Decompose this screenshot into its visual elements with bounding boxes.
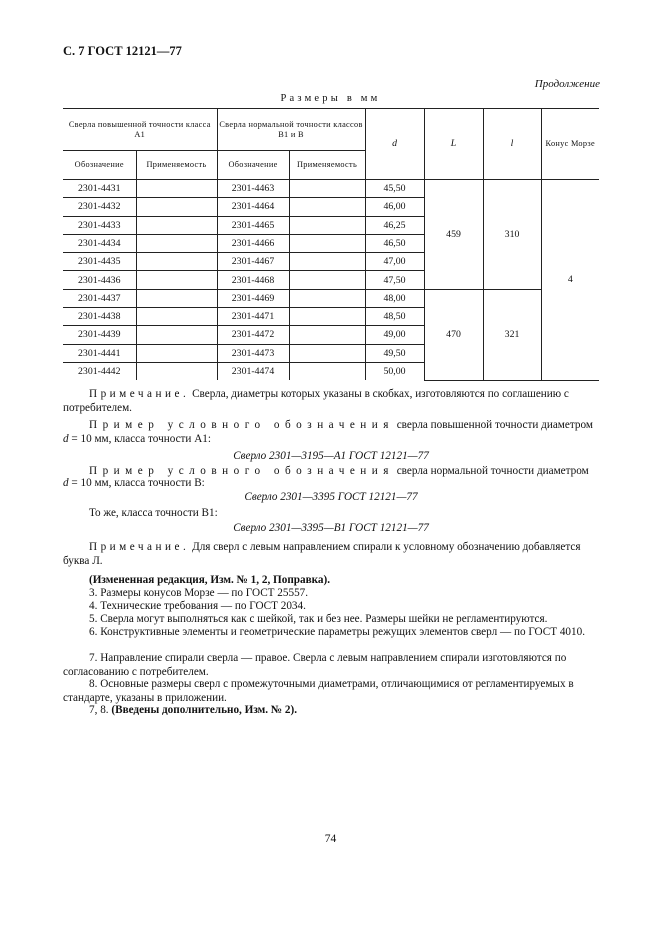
oboz-a1-cell: 2301-4433 [63, 216, 136, 234]
d-cell: 46,00 [365, 198, 424, 216]
oboz-a1-cell: 2301-4434 [63, 234, 136, 252]
prim-a1-cell [136, 271, 217, 289]
prim-b-cell [289, 253, 365, 271]
note-1: Примечание. Сверла, диаметры которых указаны в скобках, изготовляются по соглашению с потребителем. [63, 388, 569, 414]
oboz-a1-cell: 2301-4432 [63, 198, 136, 216]
prim-a1-cell [136, 362, 217, 380]
col-oboz-a1: Обозначение [63, 151, 136, 180]
oboz-b-cell: 2301-4474 [217, 362, 289, 380]
note-2: Примечание. Для сверл с левым направлением спирали к условному обозначению добавляется буква Л. [63, 541, 581, 567]
prim-b-cell [289, 362, 365, 380]
col-cone-header: Конус Морзе [541, 109, 599, 180]
prim-b-cell [289, 234, 365, 252]
prim-a1-cell [136, 289, 217, 307]
page-number: 74 [324, 833, 337, 845]
prim-b-cell [289, 198, 365, 216]
col-prim-b: Применяемость [289, 151, 365, 180]
L-cell-group2: 470 [424, 289, 483, 380]
d-cell: 48,00 [365, 289, 424, 307]
prim-b-cell [289, 271, 365, 289]
oboz-b-cell: 2301-4463 [217, 180, 289, 198]
oboz-b-cell: 2301-4466 [217, 234, 289, 252]
prim-a1-cell [136, 308, 217, 326]
d-cell: 47,00 [365, 253, 424, 271]
col-l-header: l [483, 109, 541, 180]
example-2-line2: d = 10 мм, класса точности В: [63, 477, 205, 489]
drill-dimensions-table [63, 108, 599, 381]
oboz-b-cell: 2301-4468 [217, 271, 289, 289]
d-cell: 46,25 [365, 216, 424, 234]
oboz-b-cell: 2301-4472 [217, 326, 289, 344]
d-cell: 47,50 [365, 271, 424, 289]
oboz-a1-cell: 2301-4437 [63, 289, 136, 307]
example-1: Пример условного обозначения сверла повышенной точности диаметром [89, 419, 593, 431]
prim-b-cell [289, 216, 365, 234]
prim-a1-cell [136, 198, 217, 216]
oboz-b-cell: 2301-4469 [217, 289, 289, 307]
prim-b-cell [289, 344, 365, 362]
oboz-b-cell: 2301-4473 [217, 344, 289, 362]
changed-edition: (Измененная редакция, Изм. № 1, 2, Поправка). [89, 574, 331, 586]
example-3-formula: Сверло 2301—3395—В1 ГОСТ 12121—77 [233, 522, 429, 534]
col-oboz-b: Обозначение [217, 151, 289, 180]
continuation-label: Продолжение [534, 78, 600, 90]
prim-a1-cell [136, 344, 217, 362]
oboz-a1-cell: 2301-4436 [63, 271, 136, 289]
item-7: 7. Направление спирали сверла — правое. Сверла с левым направлением спирали изготовляются по согласованию с потребителем. [63, 652, 567, 678]
item-8: 8. Основные размеры сверл с промежуточными диаметрами, отличающимися от регламентируемых в стандарте, указаны в приложении. [63, 678, 574, 704]
oboz-a1-cell: 2301-4431 [63, 180, 136, 198]
example-1-formula: Сверло 2301—3195—А1 ГОСТ 12121—77 [233, 450, 429, 462]
oboz-b-cell: 2301-4471 [217, 308, 289, 326]
oboz-a1-cell: 2301-4435 [63, 253, 136, 271]
d-cell: 48,50 [365, 308, 424, 326]
L-cell-group1: 459 [424, 180, 483, 290]
group-b-header: Сверла нормальной точности классов В1 и В [217, 109, 365, 151]
item-5: 5. Сверла могут выполняться как с шейкой, так и без нее. Размеры шейки не регламентируются. [89, 613, 548, 625]
prim-a1-cell [136, 216, 217, 234]
oboz-b-cell: 2301-4465 [217, 216, 289, 234]
oboz-a1-cell: 2301-4439 [63, 326, 136, 344]
table-caption: Размеры в мм [280, 93, 381, 104]
l-cell-group1: 310 [483, 180, 541, 290]
d-cell: 50,00 [365, 362, 424, 380]
d-cell: 46,50 [365, 234, 424, 252]
item-3: 3. Размеры конусов Морзе — по ГОСТ 25557. [89, 587, 309, 599]
oboz-a1-cell: 2301-4438 [63, 308, 136, 326]
example-2-formula: Сверло 2301—3395 ГОСТ 12121—77 [244, 491, 418, 503]
oboz-a1-cell: 2301-4442 [78, 365, 121, 377]
table-row [63, 180, 599, 198]
item-6: 6. Конструктивные элементы и геометрические параметры режущих элементов сверл — по ГОСТ 4010. [89, 626, 586, 638]
example-2: Пример условного обозначения сверла нормальной точности диаметром [89, 465, 589, 477]
page-header: С. 7 ГОСТ 12121—77 [63, 44, 182, 58]
col-L-header: L [424, 109, 483, 180]
oboz-b-cell: 2301-4464 [217, 198, 289, 216]
same-b1: То же, класса точности В1: [89, 507, 218, 519]
table-row [63, 289, 599, 307]
d-cell: 49,00 [365, 326, 424, 344]
l-cell-group2: 321 [483, 289, 541, 380]
prim-b-cell [289, 308, 365, 326]
oboz-a1-cell: 2301-4441 [63, 344, 136, 362]
d-cell: 49,50 [365, 344, 424, 362]
col-prim-a1: Применяемость [136, 151, 217, 180]
prim-a1-cell [136, 326, 217, 344]
item-7-8: 7, 8. (Введены дополнительно, Изм. № 2). [89, 704, 298, 716]
prim-a1-cell [136, 180, 217, 198]
example-1-line2: d = 10 мм, класса точности А1: [63, 433, 211, 445]
group-a1-header: Сверла повышенной точности класса А1 [63, 109, 217, 151]
item-4: 4. Технические требования — по ГОСТ 2034. [89, 600, 306, 612]
prim-a1-cell [136, 253, 217, 271]
d-cell: 45,50 [365, 180, 424, 198]
prim-a1-cell [136, 234, 217, 252]
prim-b-cell [289, 326, 365, 344]
oboz-b-cell: 2301-4467 [217, 253, 289, 271]
prim-b-cell [289, 289, 365, 307]
col-d-header: d [365, 109, 424, 180]
cone-cell: 4 [541, 180, 599, 381]
prim-b-cell [289, 180, 365, 198]
